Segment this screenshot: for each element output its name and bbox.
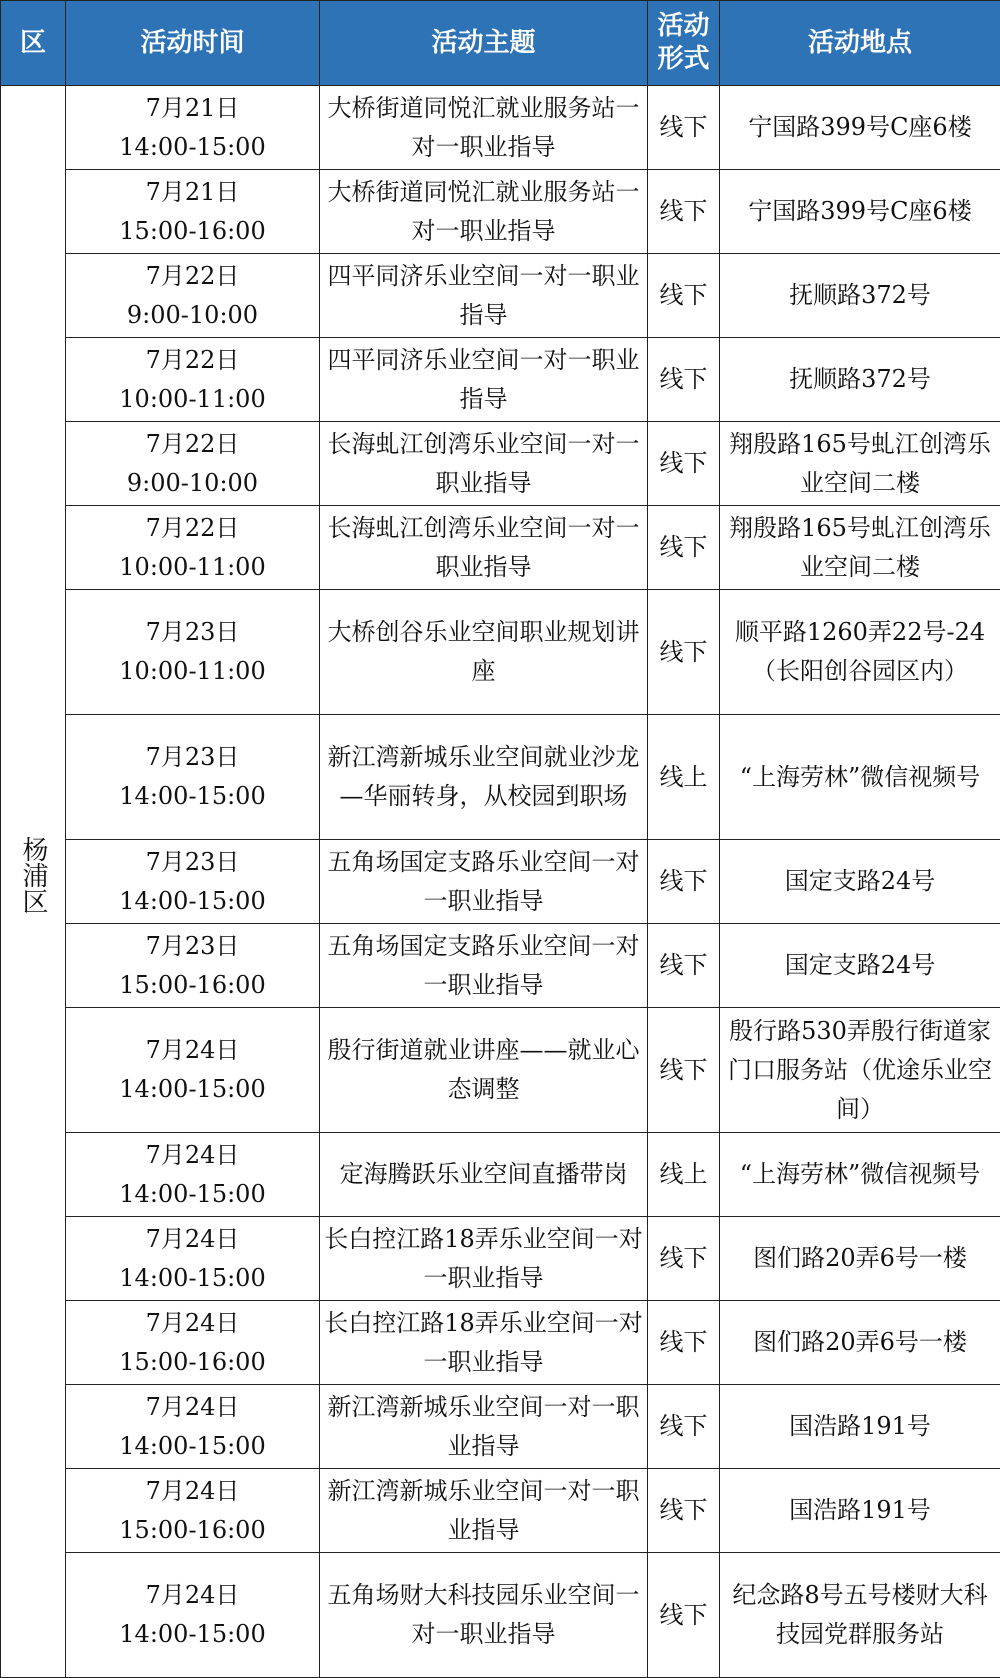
time-text: 9:00-10:00: [70, 296, 315, 335]
form-cell: 线上: [648, 715, 720, 840]
table-row: [1, 254, 1000, 338]
district-cell: [1, 86, 66, 1678]
table-row: [1, 338, 1000, 422]
time-text: 14:00-15:00: [70, 1427, 315, 1466]
time-cell: [66, 338, 320, 422]
time-cell: [66, 1469, 320, 1553]
table-row: [1, 924, 1000, 1008]
theme-cell: 殷行街道就业讲座——就业心态调整: [320, 1008, 648, 1133]
location-cell: 宁国路399号C座6楼: [720, 86, 1000, 170]
date-text: 7月21日: [70, 89, 315, 128]
form-cell: 线下: [648, 506, 720, 590]
theme-cell: 五角场国定支路乐业空间一对一职业指导: [320, 924, 648, 1008]
time-cell: [66, 1301, 320, 1385]
theme-cell: 新江湾新城乐业空间一对一职业指导: [320, 1385, 648, 1469]
header-time: 活动时间: [66, 1, 320, 86]
date-text: 7月23日: [70, 927, 315, 966]
date-text: 7月23日: [70, 843, 315, 882]
time-text: 15:00-16:00: [70, 1511, 315, 1550]
date-text: 7月24日: [70, 1031, 315, 1070]
time-cell: [66, 254, 320, 338]
form-cell: 线下: [648, 924, 720, 1008]
form-cell: 线下: [648, 338, 720, 422]
theme-cell: 新江湾新城乐业空间一对一职业指导: [320, 1469, 648, 1553]
time-cell: [66, 1133, 320, 1217]
location-cell: 国浩路191号: [720, 1385, 1000, 1469]
time-text: 14:00-15:00: [70, 1259, 315, 1298]
table-row: [1, 422, 1000, 506]
time-text: 14:00-15:00: [70, 128, 315, 167]
location-cell: 图们路20弄6号一楼: [720, 1217, 1000, 1301]
location-cell: 宁国路399号C座6楼: [720, 170, 1000, 254]
time-cell: [66, 1385, 320, 1469]
time-text: 15:00-16:00: [70, 1343, 315, 1382]
theme-cell: 四平同济乐业空间一对一职业指导: [320, 254, 648, 338]
date-text: 7月22日: [70, 341, 315, 380]
theme-cell: 长海虬江创湾乐业空间一对一职业指导: [320, 506, 648, 590]
date-text: 7月24日: [70, 1388, 315, 1427]
time-text: 10:00-11:00: [70, 548, 315, 587]
time-text: 15:00-16:00: [70, 212, 315, 251]
location-cell: 抚顺路372号: [720, 338, 1000, 422]
form-cell: 线下: [648, 1008, 720, 1133]
form-cell: 线下: [648, 840, 720, 924]
form-cell: 线下: [648, 86, 720, 170]
location-cell: “上海劳林”微信视频号: [720, 1133, 1000, 1217]
form-cell: 线下: [648, 254, 720, 338]
table-row: [1, 1385, 1000, 1469]
location-cell: 翔殷路165号虬江创湾乐业空间二楼: [720, 422, 1000, 506]
form-cell: 线下: [648, 1553, 720, 1678]
theme-cell: 长海虬江创湾乐业空间一对一职业指导: [320, 422, 648, 506]
theme-cell: 定海腾跃乐业空间直播带岗: [320, 1133, 648, 1217]
location-cell: 翔殷路165号虬江创湾乐业空间二楼: [720, 506, 1000, 590]
date-text: 7月24日: [70, 1136, 315, 1175]
date-text: 7月22日: [70, 509, 315, 548]
theme-cell: 新江湾新城乐业空间就业沙龙—华丽转身，从校园到职场: [320, 715, 648, 840]
district-label: 杨浦区: [11, 836, 55, 914]
time-cell: [66, 590, 320, 715]
location-cell: “上海劳林”微信视频号: [720, 715, 1000, 840]
location-cell: 纪念路8号五号楼财大科技园党群服务站: [720, 1553, 1000, 1678]
header-row: [1, 1, 1000, 86]
table-row: [1, 1133, 1000, 1217]
theme-cell: 五角场国定支路乐业空间一对一职业指导: [320, 840, 648, 924]
location-cell: 殷行路530弄殷行街道家门口服务站（优途乐业空间）: [720, 1008, 1000, 1133]
theme-cell: 长白控江路18弄乐业空间一对一职业指导: [320, 1301, 648, 1385]
date-text: 7月23日: [70, 613, 315, 652]
table-row: [1, 840, 1000, 924]
date-text: 7月24日: [70, 1576, 315, 1615]
time-text: 14:00-15:00: [70, 1175, 315, 1214]
location-cell: 国定支路24号: [720, 924, 1000, 1008]
date-text: 7月22日: [70, 425, 315, 464]
date-text: 7月24日: [70, 1304, 315, 1343]
theme-cell: 大桥创谷乐业空间职业规划讲座: [320, 590, 648, 715]
table-body: [1, 86, 1000, 1678]
time-text: 14:00-15:00: [70, 882, 315, 921]
time-text: 10:00-11:00: [70, 380, 315, 419]
time-cell: [66, 840, 320, 924]
table-row: [1, 1008, 1000, 1133]
table-row: [1, 1217, 1000, 1301]
form-cell: 线上: [648, 1133, 720, 1217]
time-cell: [66, 422, 320, 506]
time-text: 9:00-10:00: [70, 464, 315, 503]
time-text: 15:00-16:00: [70, 966, 315, 1005]
table-row: [1, 86, 1000, 170]
time-cell: [66, 1217, 320, 1301]
time-cell: [66, 924, 320, 1008]
form-cell: 线下: [648, 422, 720, 506]
header-form: 活动形式: [648, 1, 720, 86]
date-text: 7月22日: [70, 257, 315, 296]
table-row: [1, 590, 1000, 715]
time-cell: [66, 715, 320, 840]
form-cell: 线下: [648, 1217, 720, 1301]
table-row: [1, 1553, 1000, 1678]
form-cell: 线下: [648, 1301, 720, 1385]
table-row: [1, 715, 1000, 840]
time-cell: [66, 1553, 320, 1678]
table-row: [1, 1469, 1000, 1553]
time-text: 14:00-15:00: [70, 1070, 315, 1109]
form-cell: 线下: [648, 1385, 720, 1469]
time-text: 10:00-11:00: [70, 652, 315, 691]
theme-cell: 长白控江路18弄乐业空间一对一职业指导: [320, 1217, 648, 1301]
time-cell: [66, 170, 320, 254]
table-row: [1, 1301, 1000, 1385]
time-text: 14:00-15:00: [70, 1615, 315, 1654]
header-theme: 活动主题: [320, 1, 648, 86]
time-text: 14:00-15:00: [70, 777, 315, 816]
theme-cell: 大桥街道同悦汇就业服务站一对一职业指导: [320, 170, 648, 254]
header-district: 区: [1, 1, 66, 86]
location-cell: 国定支路24号: [720, 840, 1000, 924]
time-cell: [66, 86, 320, 170]
date-text: 7月24日: [70, 1220, 315, 1259]
table-row: [1, 506, 1000, 590]
time-cell: [66, 506, 320, 590]
table-row: [1, 170, 1000, 254]
theme-cell: 四平同济乐业空间一对一职业指导: [320, 338, 648, 422]
theme-cell: 五角场财大科技园乐业空间一对一职业指导: [320, 1553, 648, 1678]
theme-cell: 大桥街道同悦汇就业服务站一对一职业指导: [320, 86, 648, 170]
date-text: 7月23日: [70, 738, 315, 777]
location-cell: 图们路20弄6号一楼: [720, 1301, 1000, 1385]
location-cell: 国浩路191号: [720, 1469, 1000, 1553]
header-location: 活动地点: [720, 1, 1000, 86]
form-cell: 线下: [648, 590, 720, 715]
form-cell: 线下: [648, 170, 720, 254]
date-text: 7月24日: [70, 1472, 315, 1511]
date-text: 7月21日: [70, 173, 315, 212]
form-cell: 线下: [648, 1469, 720, 1553]
location-cell: 顺平路1260弄22号-24（长阳创谷园区内）: [720, 590, 1000, 715]
time-cell: [66, 1008, 320, 1133]
location-cell: 抚顺路372号: [720, 254, 1000, 338]
